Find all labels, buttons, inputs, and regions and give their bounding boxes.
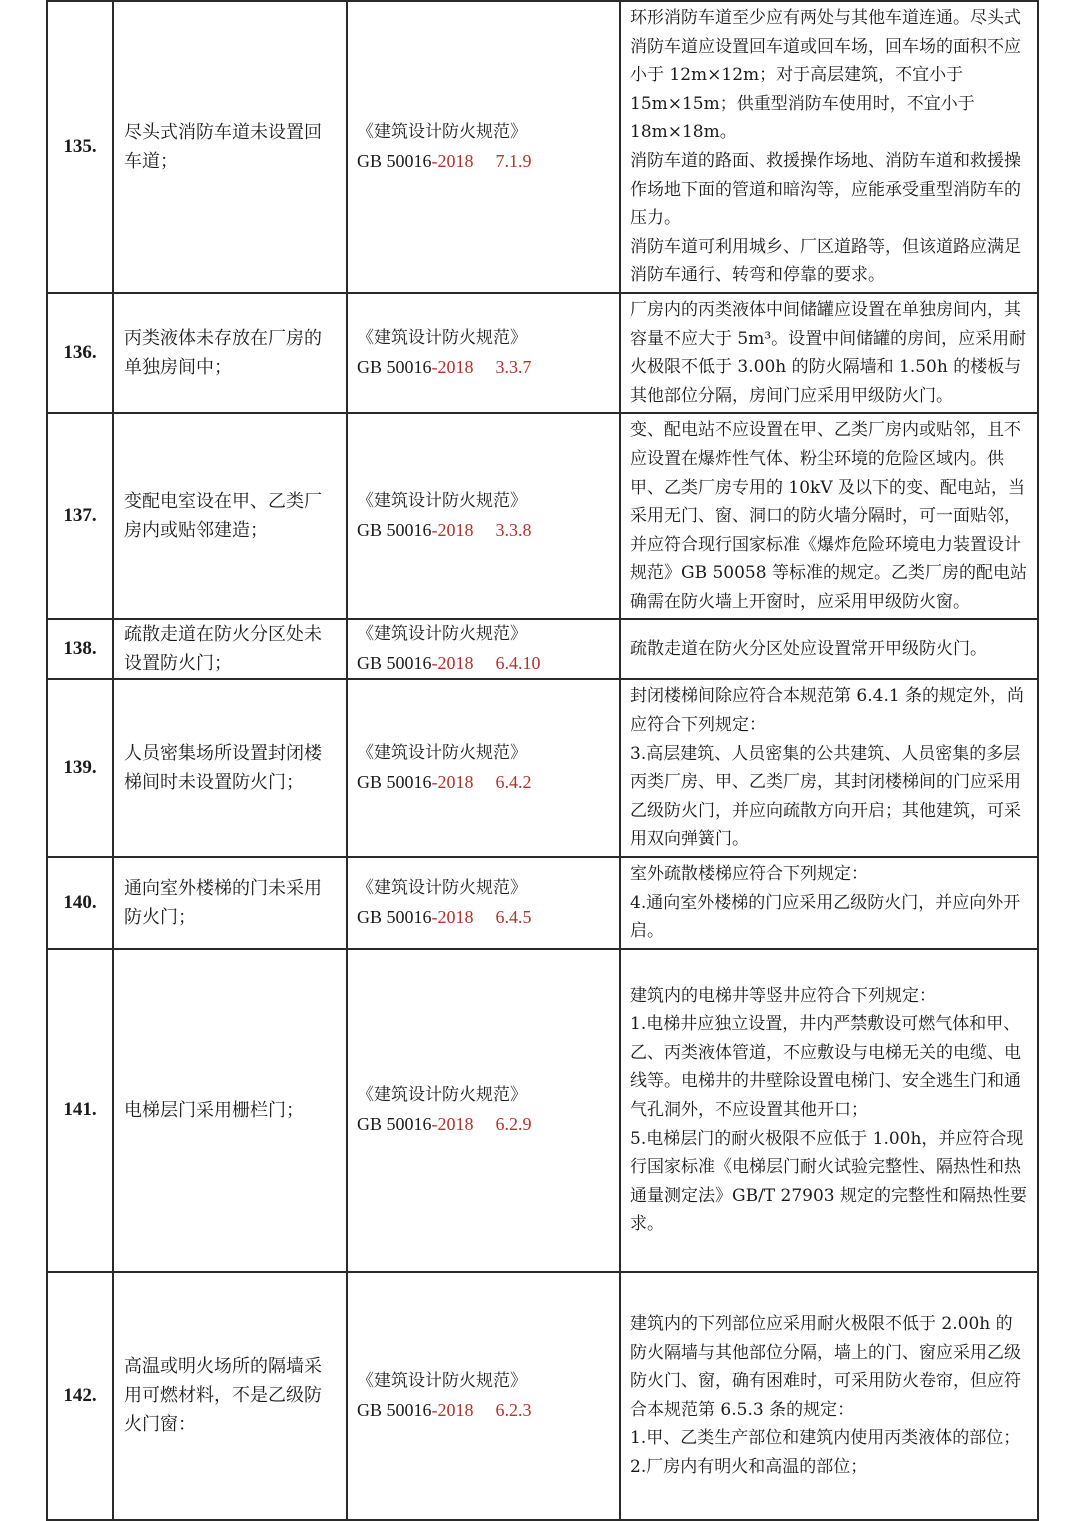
standard-reference: [347, 619, 620, 679]
requirement-paragraph: 2.厂房内有明火和高温的部位；: [630, 1457, 868, 1477]
standard-code-line: [357, 649, 611, 678]
issue-description: 人员密集场所设置封闭楼梯间时未设置防火门；: [113, 679, 347, 857]
standard-code: GB 50016: [357, 520, 432, 541]
standard-title: 《建筑设计防火规范》: [357, 328, 527, 349]
requirement-paragraph: 建筑内的下列部位应采用耐火极限不低于 2.00h 的防火隔墙与其他部位分隔，墙上的门、窗应采用乙级防火门、窗，确有困难时，可采用防火卷帘，但应符合本规范第 6.5.3 条的规定：: [630, 1314, 1021, 1420]
standard-code-line: [357, 903, 611, 932]
requirement-paragraph: 封闭楼梯间除应符合本规范第 6.4.1 条的规定外，尚应符合下列规定：: [630, 686, 1025, 736]
issue-description: 丙类液体未存放在厂房的单独房间中；: [113, 293, 347, 413]
standard-code-line: [357, 768, 611, 797]
standard-reference: [347, 293, 620, 413]
standard-reference: [347, 949, 620, 1272]
standard-title: 《建筑设计防火规范》: [357, 491, 527, 512]
issue-description: 高温或明火场所的隔墙采用可燃材料，不是乙级防火门窗：: [113, 1272, 347, 1520]
requirement-text: [620, 1272, 1038, 1520]
requirement-text: [620, 857, 1038, 949]
standard-title: 《建筑设计防火规范》: [357, 877, 527, 898]
row-number: 142.: [47, 1272, 113, 1520]
issue-description: 通向室外楼梯的门未采用防火门；: [113, 857, 347, 949]
standard-title: 《建筑设计防火规范》: [357, 1085, 527, 1106]
requirement-paragraph: 1.电梯井应独立设置，井内严禁敷设可燃气体和甲、乙、丙类液体管道，不应敷设与电梯无关的电缆、电线等。电梯井的井壁除设置电梯门、安全逃生门和通气孔洞外，不应设置其他开口；: [630, 1014, 1021, 1121]
standard-code-line: [357, 353, 611, 382]
standard-code: GB 50016: [357, 1114, 432, 1135]
standard-reference: [347, 679, 620, 857]
standard-code: GB 50016: [357, 1399, 432, 1420]
standard-clause: 6.2.3: [495, 1399, 532, 1420]
standard-year: -2018: [431, 1114, 474, 1135]
standard-clause: 7.1.9: [495, 150, 532, 171]
standard-title: 《建筑设计防火规范》: [357, 624, 527, 645]
standard-clause: 3.3.7: [495, 357, 532, 378]
standard-code: GB 50016: [357, 653, 432, 674]
row-number: 140.: [47, 857, 113, 949]
standard-clause: 6.2.9: [495, 1114, 532, 1135]
requirement-text: [620, 949, 1038, 1272]
table-row: [47, 293, 1038, 413]
issue-description: 疏散走道在防火分区处未设置防火门；: [113, 619, 347, 679]
requirement-paragraph: 变、配电站不应设置在甲、乙类厂房内或贴邻，且不应设置在爆炸性气体、粉尘环境的危险区域内。供甲、乙类厂房专用的 10kV 及以下的变、配电站，当采用无门、窗、洞口的防火墙分隔时，可一面贴邻，并应符合现行国家标准《爆炸危险环境电力装置设计规范》GB 50058 等标准的规定。乙类厂房的配电站确需在防火墙上开窗时，应采用甲级防火窗。: [630, 420, 1027, 612]
standard-year: -2018: [431, 1399, 474, 1420]
standard-code: GB 50016: [357, 772, 432, 793]
standard-clause: 3.3.8: [495, 520, 532, 541]
row-number: 136.: [47, 293, 113, 413]
requirement-paragraph: 室外疏散楼梯应符合下列规定：: [630, 864, 868, 885]
issue-description: 电梯层门采用栅栏门；: [113, 949, 347, 1272]
requirement-paragraph: 消防车道可利用城乡、厂区道路等，但该道路应满足消防车通行、转弯和停靠的要求。: [630, 236, 1021, 286]
standard-year: -2018: [431, 357, 474, 378]
requirement-paragraph: 1.甲、乙类生产部位和建筑内使用丙类液体的部位；: [630, 1428, 1021, 1449]
row-number: 135.: [47, 1, 113, 293]
standard-year: -2018: [431, 653, 474, 674]
standard-title: 《建筑设计防火规范》: [357, 121, 527, 142]
standard-year: -2018: [431, 906, 474, 927]
requirement-paragraph: 5.电梯层门的耐火极限不应低于 1.00h，并应符合现行国家标准《电梯层门耐火试验完整性、隔热性和热通量测定法》GB/T 27903 规定的完整性和隔热性要求。: [630, 1128, 1028, 1235]
standard-reference: [347, 1272, 620, 1520]
table-row: [47, 619, 1038, 679]
table-row: [47, 1272, 1038, 1520]
table-row: [47, 857, 1038, 949]
standard-clause: 6.4.5: [495, 906, 532, 927]
standard-code-line: [357, 516, 611, 545]
requirement-text: [620, 413, 1038, 619]
requirement-text: [620, 619, 1038, 679]
row-number: 138.: [47, 619, 113, 679]
standard-title: 《建筑设计防火规范》: [357, 743, 527, 764]
standard-reference: [347, 413, 620, 619]
requirement-text: [620, 1, 1038, 293]
standard-clause: 6.4.10: [495, 653, 541, 674]
standard-year: -2018: [431, 772, 474, 793]
standard-code: GB 50016: [357, 357, 432, 378]
row-number: 137.: [47, 413, 113, 619]
standard-code: GB 50016: [357, 150, 432, 171]
standard-clause: 6.4.2: [495, 772, 532, 793]
issue-description: 尽头式消防车道未设置回车道；: [113, 1, 347, 293]
table-row: [47, 413, 1038, 619]
requirement-paragraph: 消防车道的路面、救援操作场地、消防车道和救援操作场地下面的管道和暗沟等，应能承受重型消防车的压力。: [630, 150, 1021, 229]
standard-code: GB 50016: [357, 906, 432, 927]
requirement-paragraph: 厂房内的丙类液体中间储罐应设置在单独房间内，其容量不应大于 5m³。设置中间储罐的房间，应采用耐火极限不低于 3.00h 的防火隔墙和 1.50h 的楼板与其他部位分隔，房间门应采用甲级防火门。: [630, 299, 1027, 406]
requirement-paragraph: 4.通向室外楼梯的门应采用乙级防火门，并应向外开启。: [630, 892, 1021, 942]
requirement-paragraph: 建筑内的电梯井等竖井应符合下列规定：: [630, 985, 936, 1006]
requirement-paragraph: 环形消防车道至少应有两处与其他车道连通。尽头式消防车道应设置回车道或回车场，回车场的面积不应小于 12m×12m；对于高层建筑，不宜小于 15m×15m；供重型消防车使用时，不宜小于 18m×18m。: [630, 8, 1021, 143]
requirement-paragraph: 3.高层建筑、人员密集的公共建筑、人员密集的多层丙类厂房、甲、乙类厂房，其封闭楼梯间的门应采用乙级防火门，并应向疏散方向开启；其他建筑，可采用双向弹簧门。: [630, 743, 1021, 850]
requirement-text: [620, 293, 1038, 413]
standard-title: 《建筑设计防火规范》: [357, 1370, 527, 1391]
requirement-text: [620, 679, 1038, 857]
standard-code-line: [357, 1396, 611, 1425]
standard-reference: [347, 1, 620, 293]
table-row: [47, 679, 1038, 857]
issue-description: 变配电室设在甲、乙类厂房内或贴邻建造；: [113, 413, 347, 619]
requirement-paragraph: 疏散走道在防火分区处应设置常开甲级防火门。: [630, 639, 987, 660]
standard-code-line: [357, 1110, 611, 1139]
row-number: 141.: [47, 949, 113, 1272]
standard-code-line: [357, 147, 611, 176]
row-number: 139.: [47, 679, 113, 857]
table-row: [47, 1, 1038, 293]
regulation-table: [46, 0, 1039, 1521]
standard-year: -2018: [431, 520, 474, 541]
standard-year: -2018: [431, 150, 474, 171]
table-row: [47, 949, 1038, 1272]
standard-reference: [347, 857, 620, 949]
